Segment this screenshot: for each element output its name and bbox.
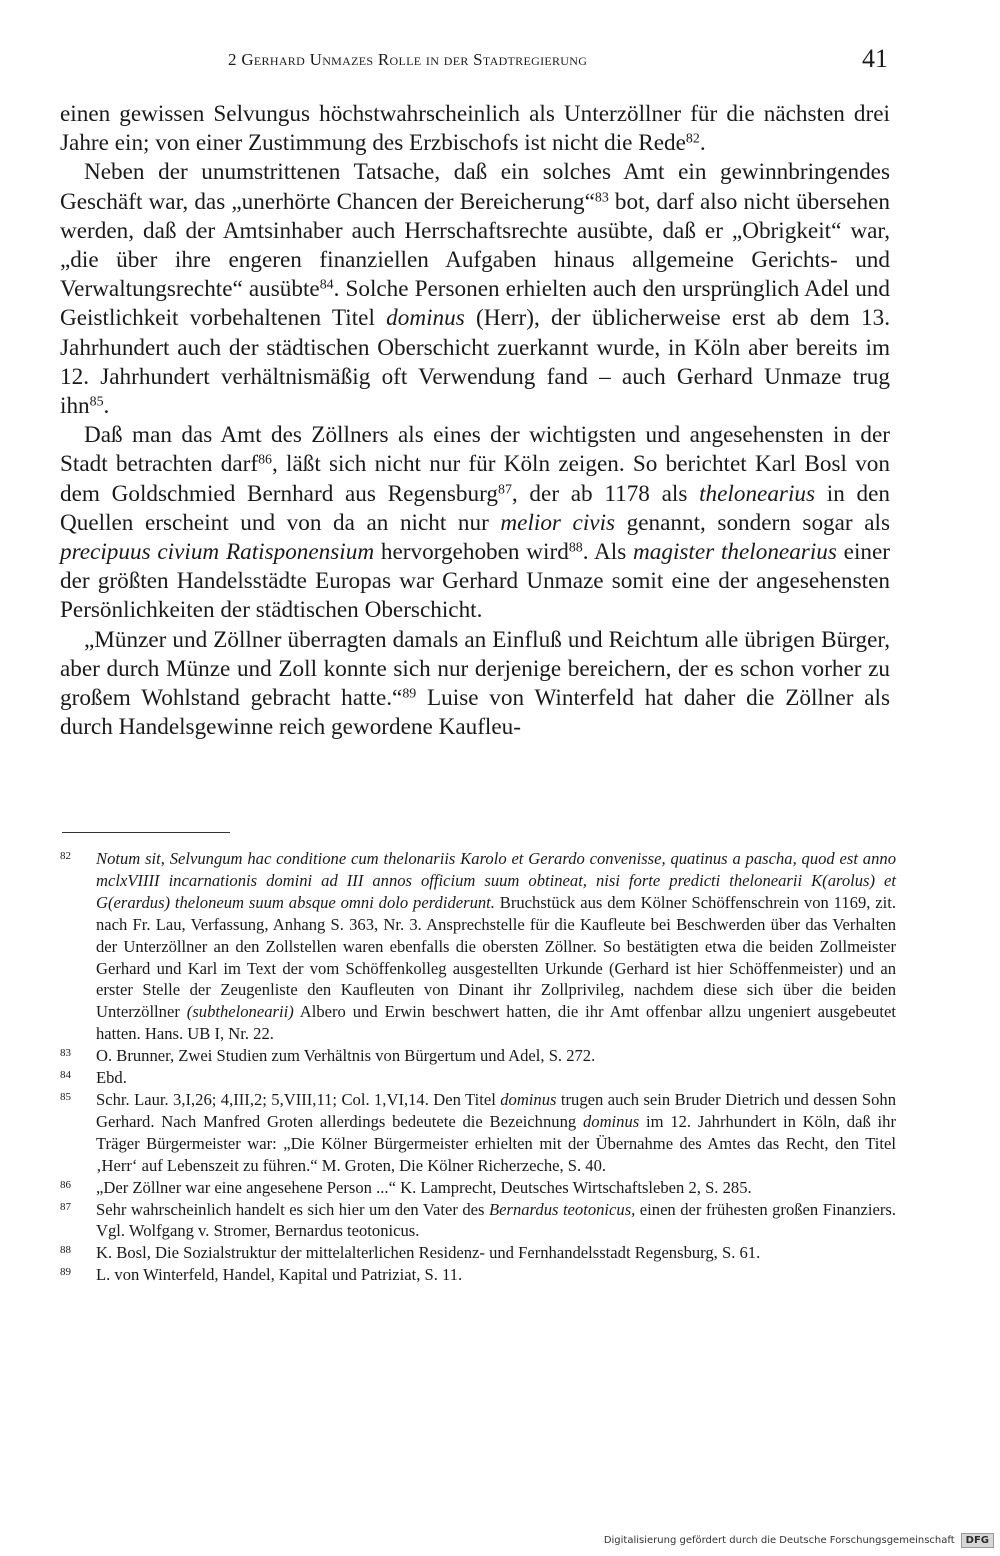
footnote-89: 89 L. von Winterfeld, Handel, Kapital und Patriziat, S. 11. xyxy=(60,1265,463,1285)
footnote-number: 88 xyxy=(60,1244,71,1257)
footnote-number: 82 xyxy=(60,850,71,862)
footnote-ref-85[interactable]: 85 xyxy=(89,394,104,410)
footnote-number: 87 xyxy=(60,1200,71,1213)
footnote-86: 86 „Der Zöllner war eine angesehene Person ...“ K. Lamprecht, Deutsches Wirtschaftsleben 2, S. 285. xyxy=(60,1177,752,1197)
paragraph-2: Neben der unumstrittenen Tatsache, daß ein solches Amt ein gewinnbringendes Geschäft war, das „unerhörte Chancen der Bereicherung“$^{83}$ bot, darf also nicht übersehen werden, daß der Amtsinhaber auch Herrschaftsrechte ausübte, daß er „Obrigkeit“ war, „die über ihre engeren finanziellen Aufgaben hinaus allgemeine Gerichts- und Verwaltungsrechte“ ausübte$^{84}$. Solche Personen erhielten auch den ursprünglich Adel und Geistlichkeit vorbehaltenen Titel dominus (Herr), der üblicherweise erst ab dem 13. Jahrhundert auch der städtischen Oberschicht zuerkannt wurde, in Köln aber bereits im 12. Jahrhundert verhältnismäßig oft Verwendung fand – auch Gerhard Unmaze trug ihn$^{85}$. xyxy=(60,159,890,420)
footnote-number: 89 xyxy=(60,1266,71,1279)
footnote-ref-82[interactable]: 82 xyxy=(685,131,700,147)
footnote-number: 85 xyxy=(60,1090,71,1103)
digitization-credit xyxy=(604,1533,994,1548)
footnote-number: 84 xyxy=(60,1069,71,1082)
footnote-ref-89[interactable]: 89 xyxy=(402,686,417,702)
running-title: 2 Gerhard Unmazes Rolle in der Stadtregierung xyxy=(228,50,588,69)
page-number: 41 xyxy=(862,44,888,73)
digitization-note: Digitalisierung gefördert durch die Deutsche Forschungsgemeinschaft xyxy=(603,1535,955,1546)
footnote-82: 82 Notum sit, Selvungum hac conditione cum thelonariis Karolo et Gerardo convenisse, quatinus a pascha, quod est anno mclxVIIII incarnationis domini ad III annos officium suum obtineat, nisi forte predicti thelonearii K(arolus) et G(erardus) theloneum suum absque omni dolo perdiderunt. Bruchstück aus dem Kölner Schöffenschrein von 1169, zit. nach Fr. Lau, Verfassung, Anhang S. 363, Nr. 3. Ansprechstelle für die Kaufleute bei Beschwerden über das Verhalten der Unterzöllner an den Zollstellen waren ebenfalls die obersten Zöllner. So bestätigten etwa die beiden Zollmeister Gerhard und Karl im Text der vom Schöffenkolleg ausgestellten Urkunde (Gerhard ist hier Schöffenmeister) und an erster Stelle der Zeugenliste den Kaufleuten von Dinant ihr Zollprivileg, nachdem diese sich über die beiden Unterzöllner (subthelonearii) Albero und Erwin beschwert hatten, die ihr Amt offenbar allzu ungeniert ausgebeutet hatten. Hans. UB I, Nr. 22. xyxy=(60,849,896,1044)
footnotes xyxy=(60,848,896,1286)
footnote-87: 87 Sehr wahrscheinlich handelt es sich hier um den Vater des Bernardus teotonicus, einen der frühesten großen Finanziers. Vgl. Wolfgang v. Stromer, Bernardus teotonicus. xyxy=(60,1199,896,1241)
paragraph-4: „Münzer und Zöllner überragten damals an Einfluß und Reichtum alle übrigen Bürger, aber durch Münze und Zoll konnte sich nur derjenige bereichern, der es schon vorher zu großem Wohlstand gebracht hatte.“$^{89}$ Luise von Winterfeld hat daher die Zöllner als durch Handelsgewinne reich gewordene Kaufleu- xyxy=(60,626,891,741)
footnote-ref-83[interactable]: 83 xyxy=(594,189,609,205)
footnote-ref-87[interactable]: 87 xyxy=(498,482,512,497)
footnote-ref-88[interactable]: 88 xyxy=(568,540,583,556)
footnote-83: 83 O. Brunner, Zwei Studien zum Verhältnis von Bürgertum und Adel, S. 272. xyxy=(60,1046,596,1066)
footnote-divider xyxy=(62,832,230,833)
footnote-ref-86[interactable]: 86 xyxy=(258,452,272,468)
footnote-84: 84 Ebd. xyxy=(60,1068,127,1088)
dfg-logo-icon[interactable]: DFG xyxy=(961,1533,994,1548)
footnote-85: 85 Schr. Laur. 3,I,26; 4,III,2; 5,VIII,11; Col. 1,VI,14. Den Titel dominus trugen auch sein Bruder Dietrich und dessen Sohn Gerhard. Nach Manfred Groten allerdings bedeutete die Bezeichnung dominus im 12. Jahrhundert in Köln, daß ihr Träger Bürgermeister war: „Die Kölner Bürgermeister erhielten mit der Übernahme des Amtes das Recht, den Titel ‚Herr‘ auf Lebenszeit zu führen.“ M. Groten, Die Kölner Richerzeche, S. 40. xyxy=(60,1089,897,1175)
paragraph-3: Daß man das Amt des Zöllners als eines der wichtigsten und angesehensten in der Stadt betrachten darf$^{86}$, läßt sich nicht nur für Köln zeigen. So berichtet Karl Bosl von dem Goldschmied Bernhard aus Regensburg$^{87}$, der ab 1178 als thelonearius in den Quellen erscheint und von da an nicht nur melior civis genannt, sondern sogar als precipuus civium Ratisponensium hervorgehoben wird$^{88}$. Als magister thelonearius einer der größten Handelsstädte Europas war Gerhard Unmaze somit eine der angesehensten Persönlichkeiten der städtischen Oberschicht. xyxy=(60,422,891,624)
main-text xyxy=(60,100,890,742)
footnote-ref-84[interactable]: 84 xyxy=(319,277,334,293)
footnote-number: 83 xyxy=(60,1047,71,1060)
paragraph-1: einen gewissen Selvungus höchstwahrscheinlich als Unterzöllner für die nächsten drei Jahre ein; von einer Zustimmung des Erzbischofs ist nicht die Rede$^{82}$. xyxy=(60,101,890,157)
footnote-88: 88 K. Bosl, Die Sozialstruktur der mittelalterlichen Residenz- und Fernhandelsstadt Regensburg, S. 61. xyxy=(60,1243,761,1263)
footnote-number: 86 xyxy=(60,1178,71,1191)
page-header xyxy=(60,44,888,80)
